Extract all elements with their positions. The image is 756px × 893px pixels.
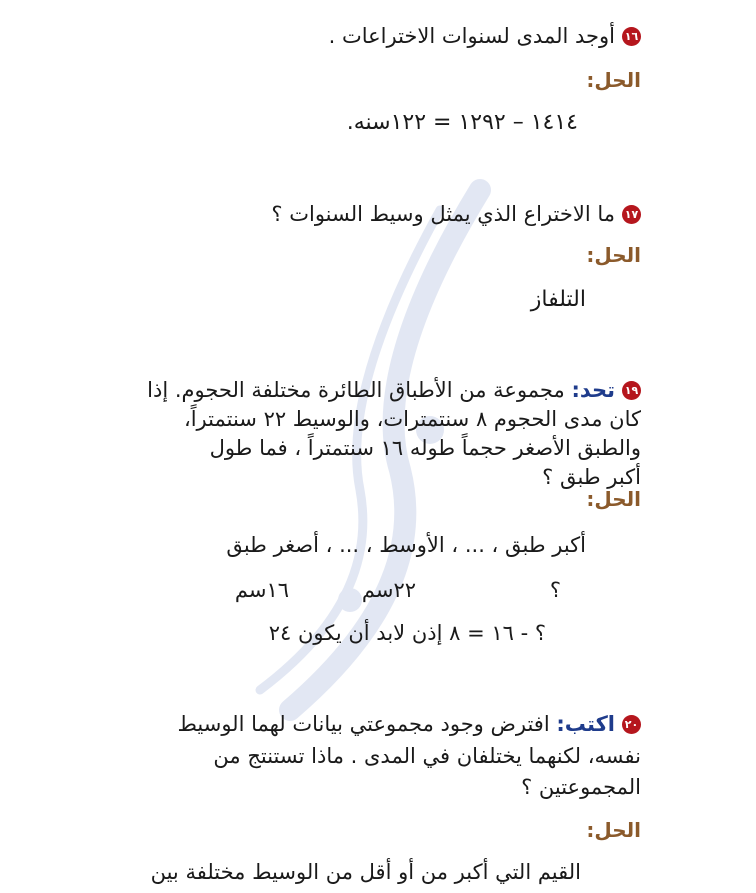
question-19-line-4: أكبر طبق ؟ [542, 465, 641, 489]
question-19-line-3: والطبق الأصغر حجماً طوله ١٦ سنتمتراً ، فما طول [209, 436, 641, 460]
answer-19-row-1: أكبر طبق ، ... ، الأوسط ، ... ، أصغر طبق [226, 533, 586, 557]
question-20 [177, 710, 641, 738]
question-16-text: أوجد المدى لسنوات الاختراعات . [328, 24, 615, 48]
solution-label-19: الحل: [586, 487, 641, 511]
question-16 [329, 22, 641, 50]
question-19 [147, 376, 641, 404]
answer-19-median: ٢٢سم [361, 578, 416, 602]
number-badge-19: ١٩ [622, 381, 641, 400]
number-badge-16: ١٦ [622, 27, 641, 46]
number-badge-20: ٢٠ [622, 715, 641, 734]
question-17 [271, 200, 641, 228]
solution-label-20: الحل: [586, 818, 641, 842]
answer-19-smallest: ١٦سم [234, 578, 289, 602]
question-20-line-3: المجموعتين ؟ [521, 775, 641, 799]
question-19-line-1: مجموعة من الأطباق الطائرة مختلفة الحجوم. إذا [147, 378, 565, 402]
question-19-line-2: كان مدى الحجوم ٨ سنتمترات، والوسيط ٢٢ سنتمتراً، [183, 407, 641, 431]
question-20-line-2: نفسه، لكنهما يختلفان في المدى . ماذا تستنتج من [213, 744, 641, 768]
answer-19-unknown: ؟ [549, 578, 561, 602]
number-badge-17: ١٧ [622, 205, 641, 224]
solution-label-16: الحل: [586, 68, 641, 92]
solution-label-17: الحل: [586, 243, 641, 267]
answer-20: القيم التي أكبر من أو أقل من الوسيط مختلفة بين [150, 860, 581, 884]
write-keyword: اكتب: [556, 712, 615, 736]
question-17-text: ما الاختراع الذي يمثل وسيط السنوات ؟ [271, 202, 615, 226]
challenge-keyword: تحد: [571, 378, 615, 402]
question-20-line-1: افترض وجود مجموعتي بيانات لهما الوسيط [177, 712, 550, 736]
answer-19-row-3: ؟ - ١٦ = ٨ إذن لابد أن يكون ٢٤ [268, 621, 546, 645]
answer-16: ١٤١٤ – ١٢٩٢ = ١٢٢سنه. [346, 110, 578, 135]
answer-17: التلفاز [530, 287, 586, 312]
